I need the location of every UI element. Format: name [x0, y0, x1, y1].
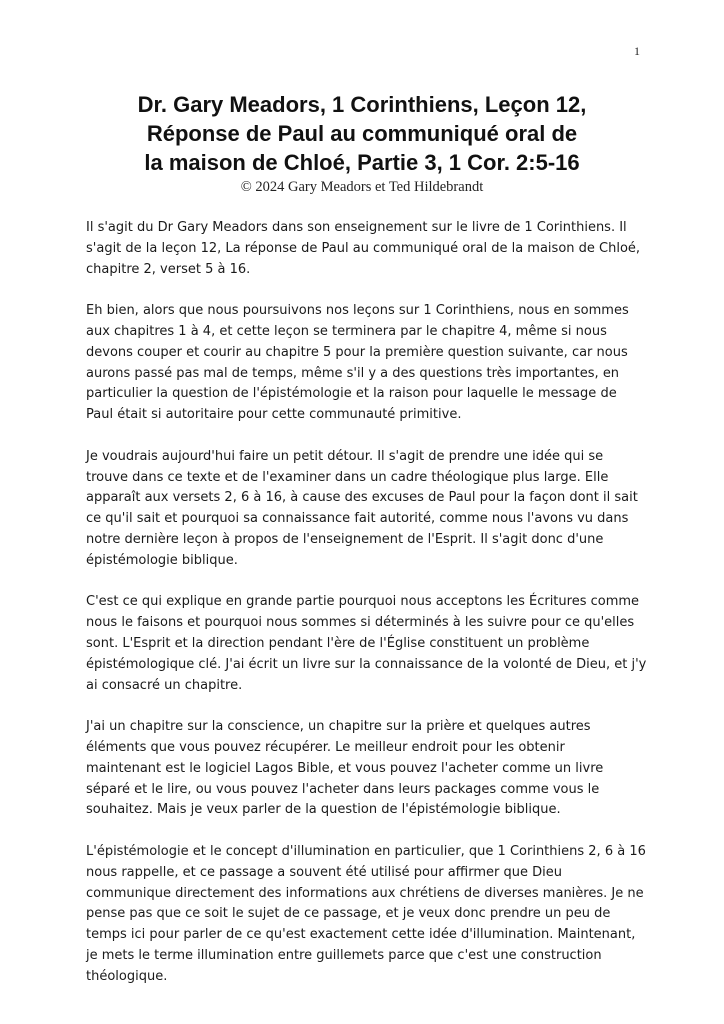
text-line: Il s'agit du Dr Gary Meadors dans son enseignement sur le livre de 1 Corinthiens. Il — [86, 220, 627, 235]
text-line: Paul était si autoritaire pour cette communauté primitive. — [86, 407, 462, 423]
text-line: ai consacré un chapitre. — [86, 677, 243, 693]
text-line: aux chapitres 1 à 4, et cette leçon se terminera par le chapitre 4, même si nous — [86, 323, 607, 339]
text-line: pense pas que ce soit le sujet de ce passage, et je veux donc prendre un peu de — [86, 906, 611, 922]
text-line: apparaît aux versets 2, 6 à 16, à cause des excuses de Paul pour la façon dont il sait — [86, 490, 638, 506]
text-line: sont. L'Esprit et la direction pendant l'ère de l'Église constituent un problème — [86, 635, 590, 651]
body-text — [86, 218, 646, 1008]
text-line: s'agit de la leçon 12, La réponse de Paul au communiqué oral de la maison de Chloé, — [86, 240, 641, 256]
title-line-2: Réponse de Paul au communiqué oral de — [146, 121, 578, 146]
text-line: C'est ce qui explique en grande partie pourquoi nous acceptons les Écritures comme — [86, 594, 640, 610]
title-block — [84, 90, 640, 196]
text-line: nous le faisons et pourquoi nous sommes si déterminés à les suivre pour ce qu'elles — [86, 615, 635, 631]
text-line: aurons passé pas mal de temps, même s'il y a des questions très importantes, en — [86, 365, 620, 381]
text-line: devons couper et courir au chapitre 5 pour la première question suivante, car nous — [86, 344, 628, 360]
paragraph-5 — [86, 717, 646, 821]
text-line: épistémologique clé. J'ai écrit un livre sur la connaissance de la volonté de Dieu, et j'y — [86, 656, 647, 672]
text-line: maintenant est le logiciel Lagos Bible, et vous pouvez l'acheter comme un livre — [86, 760, 604, 776]
text-line: séparé et le lire, ou vous pouvez l'acheter dans leurs packages comme vous le — [86, 781, 600, 797]
text-line: ce qu'il sait et pourquoi sa connaissance fait autorité, comme nous l'avons vu dans — [86, 511, 629, 527]
paragraph-1 — [86, 218, 646, 280]
paragraph-2 — [86, 301, 646, 426]
text-line: nous rappelle, et ce passage a souvent été utilisé pour affirmer que Dieu — [86, 864, 562, 880]
text-line: notre dernière leçon à propos de l'enseignement de l'Esprit. Il s'agit donc d'une — [86, 531, 604, 547]
copyright-notice: © 2024 Gary Meadors et Ted Hildebrandt — [240, 179, 484, 195]
paragraph-6 — [86, 842, 646, 988]
title-line-3: la maison de Chloé, Partie 3, 1 Cor. 2:5-16 — [144, 150, 580, 175]
text-line: chapitre 2, verset 5 à 16. — [86, 261, 251, 277]
text-line: trouve dans ce texte et de l'examiner dans un cadre théologique plus large. Elle — [86, 469, 609, 485]
title-line-1: Dr. Gary Meadors, 1 Corinthiens, Leçon 12, — [137, 92, 587, 117]
text-line: Je voudrais aujourd'hui faire un petit détour. Il s'agit de prendre une idée qui se — [86, 448, 604, 464]
text-line: particulier la question de l'épistémologie et la raison pour laquelle le message de — [86, 386, 617, 402]
text-line: éléments que vous pouvez récupérer. Le meilleur endroit pour les obtenir — [86, 739, 565, 755]
text-line: Eh bien, alors que nous poursuivons nos leçons sur 1 Corinthiens, nous en sommes — [86, 303, 629, 319]
paragraph-3 — [86, 447, 646, 572]
text-line: souhaitez. Mais je veux parler de la question de l'épistémologie biblique. — [86, 802, 561, 818]
text-line: communique directement des informations aux chrétiens de diverses manières. Je ne — [86, 885, 644, 901]
text-line: L'épistémologie et le concept d'illumination en particulier, que 1 Corinthiens 2, 6 à 16 — [86, 843, 646, 859]
text-line: temps ici pour parler de ce qu'est exactement cette idée d'illumination. Maintenant, — [86, 927, 636, 943]
paragraph-4 — [86, 592, 646, 696]
page-number: 1 — [634, 44, 640, 58]
text-line: je mets le terme illumination entre guillemets parce que c'est une construction — [86, 947, 602, 963]
text-line: théologique. — [86, 968, 168, 984]
text-line: J'ai un chapitre sur la conscience, un chapitre sur la prière et quelques autres — [86, 719, 591, 735]
text-line: épistémologie biblique. — [86, 552, 238, 568]
